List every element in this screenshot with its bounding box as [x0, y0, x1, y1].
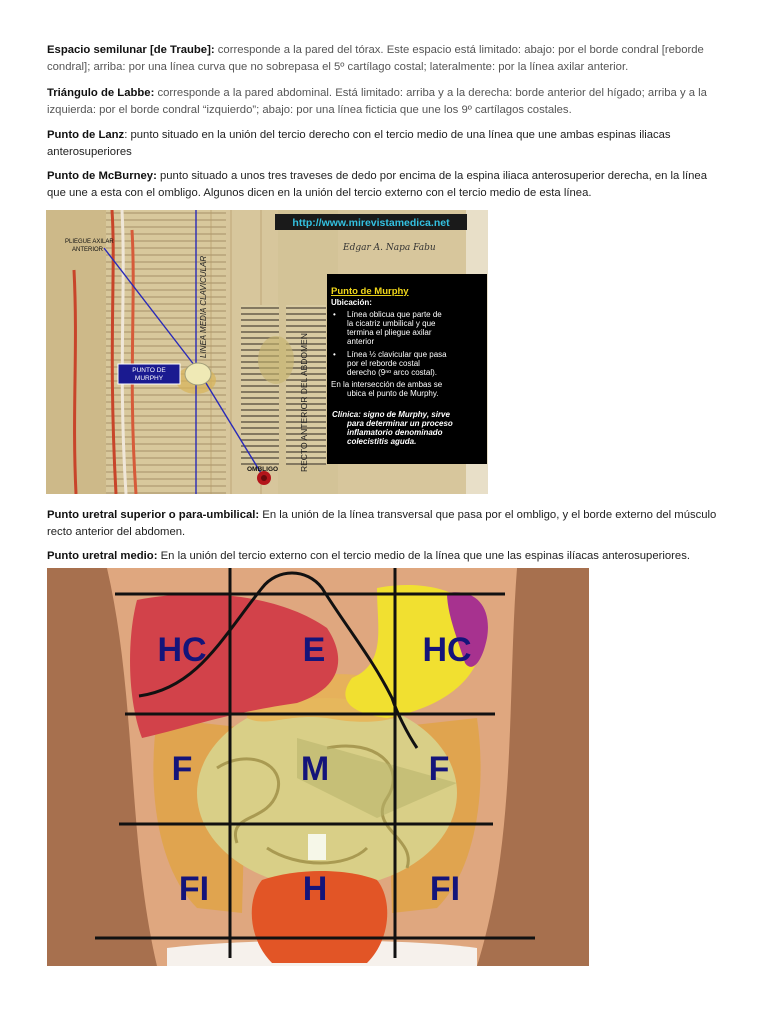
paragraph-punto-lanz [47, 127, 719, 160]
source-url: http://www.mirevistamedica.net [292, 217, 450, 229]
term-punto-uretral-medio: Punto uretral medio: [47, 550, 158, 562]
term-punto-uretral-superior: Punto uretral superior o para-umbilical: [47, 509, 260, 521]
text-punto-uretral-superior: En la unión de la línea transversal que pasa por el ombligo, y el borde externo del músculo recto anterior del abdomen. [47, 509, 717, 538]
author-signature: Edgar A. Napa Fabu [343, 243, 436, 253]
bullet1-line1: Línea oblicua que parte de [347, 310, 442, 319]
bullet2-line3: derecho (9ⁿᵒ arco costal). [347, 368, 437, 377]
clinica-line1: Clínica: signo de Murphy, sirve [332, 410, 450, 419]
clinica-line4: colecistitis aguda. [347, 437, 417, 446]
label-pliegue-axilar-line2: ANTERIOR [72, 247, 104, 253]
text-punto-mcburney: punto situado a unos tres traveses de dedo por encima de la espina iliaca anterosuperior derecha, en la línea que une a esta con el ombligo. Algunos dicen en la unión del tercio externo con el tercio medio de esta línea. [47, 170, 707, 199]
bullet1-line2: la cicatriz umbilical y que [347, 319, 436, 328]
label-fi-right: FI [429, 870, 461, 908]
bullet1-line4: anterior [347, 337, 375, 346]
label-recto-anterior: RECTO ANTERIOR DEL ABDOMEN [299, 333, 309, 472]
interseccion-line1: En la intersección de ambas se [331, 380, 443, 389]
murphy-point-figure [46, 210, 488, 494]
paragraph-punto-mcburney [47, 168, 719, 201]
label-ombligo: OMBLIGO [247, 466, 279, 473]
bullet-dot-2: • [333, 350, 336, 359]
term-espacio-traube: Espacio semilunar [de Traube]: [47, 44, 215, 56]
info-box-ubicacion: Ubicación: [331, 298, 372, 307]
label-m: M [300, 750, 330, 788]
text-punto-lanz: : punto situado en la unión del tercio derecho con el tercio medio de una línea que une ambas espinas iliacas anterosuperiores [47, 129, 671, 158]
text-punto-uretral-medio: En la unión del tercio externo con el tercio medio de la línea que une las espinas ilíacas anterosuperiores. [157, 550, 691, 562]
bullet2-line2: por el reborde costal [347, 359, 420, 368]
bullet-dot-1: • [333, 310, 336, 319]
label-linea-media-clavicular: LINEA MEDIA CLAVICULAR [199, 255, 208, 358]
label-hc-left: HC [157, 631, 207, 669]
clinica-line3: inflamatorio denominado [347, 428, 443, 437]
paragraph-punto-uretral-superior [47, 507, 719, 540]
paragraph-triangulo-labbe [47, 85, 719, 118]
label-f-left: F [171, 750, 193, 788]
label-punto-murphy-line1: PUNTO DE [132, 367, 166, 374]
text-espacio-traube: corresponde a la pared del tórax. Este espacio está limitado: abajo: por el borde condral [reborde condral]; arriba: por una línea curva que no sobrepasa el 5º cartílago costal; lateralmente: por la línea axilar anterior. [47, 44, 704, 73]
label-pliegue-axilar-line1: PLIEGUE AXILAR [65, 239, 114, 245]
bullet2-line1: Línea ½ clavicular que pasa [347, 350, 447, 359]
label-e: E [302, 631, 326, 669]
abdominal-regions-figure [47, 568, 589, 966]
text-triangulo-labbe: corresponde a la pared abdominal. Está limitado: arriba y a la derecha: borde anterior del hígado; arriba y a la izquierda: por el borde condral “izquierdo”; abajo: por una línea ficticia que une los 9º cartílagos costales. [47, 87, 707, 116]
term-triangulo-labbe: Triángulo de Labbe: [47, 87, 155, 99]
label-hc-right: HC [422, 631, 472, 669]
label-fi-left: FI [178, 870, 210, 908]
interseccion-line2: ubica el punto de Murphy. [347, 389, 439, 398]
label-f-right: F [428, 750, 450, 788]
bullet1-line3: termina el pliegue axilar [347, 328, 432, 337]
paragraph-punto-uretral-medio [47, 548, 719, 565]
info-box-title: Punto de Murphy [331, 286, 409, 297]
term-punto-lanz: Punto de Lanz [47, 129, 125, 141]
term-punto-mcburney: Punto de McBurney: [47, 170, 157, 182]
label-punto-murphy-line2: MURPHY [134, 375, 164, 382]
paragraph-espacio-traube [47, 42, 719, 75]
label-h: H [302, 870, 328, 908]
clinica-line2: para determinar un proceso [347, 419, 453, 428]
